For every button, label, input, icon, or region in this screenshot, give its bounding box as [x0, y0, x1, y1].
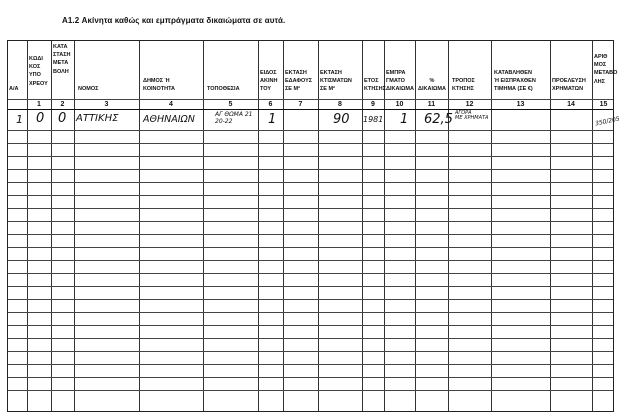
header-ektasi-edafous: ΕΚΤΑΣΗ ΕΔΑΦΟΥΣ ΣΕ M²	[285, 70, 313, 93]
row-rule	[8, 169, 613, 170]
row1-nomos: ΑΤΤΙΚΗΣ	[76, 113, 119, 124]
column-number: 12	[465, 101, 474, 108]
header-dimos: ΔΗΜΟΣ Ή ΚΟΙΝΟΤΗΤΑ	[143, 78, 176, 93]
row-rule	[8, 156, 613, 157]
row-rule	[8, 143, 613, 144]
row-rule	[8, 377, 613, 378]
header-ektasi-ktismaton: ΕΚΤΑΣΗ ΚΤΙΣΜΑΤΩΝ ΣΕ M²	[320, 70, 352, 93]
row1-empragmato: 1	[400, 112, 409, 127]
header-etos: ΕΤΟΣ ΚΤΗΣΗΣ	[364, 78, 386, 93]
header-aa: Α/Α	[9, 86, 19, 92]
row-rule	[8, 364, 613, 365]
row-rule	[8, 182, 613, 183]
column-divider	[27, 41, 28, 411]
row-rule	[8, 273, 613, 274]
header-proeleusi: ΠΡΟΕΛΕΥΣΗ ΧΡΗΜΑΤΩΝ	[552, 78, 586, 93]
column-divider	[51, 41, 52, 411]
column-number: 11	[427, 101, 436, 108]
header-pososto: % ΔΙΚΑΙΩΜΑ	[418, 78, 446, 93]
column-divider	[203, 41, 204, 411]
row1-tropos: ΑΓΟΡΑ ΜΕ ΧΡΗΜΑΤΑ	[455, 110, 489, 121]
row1-metavoli: 350/205	[594, 115, 621, 128]
row1-etos: 1981	[363, 115, 384, 124]
header-tropos: ΤΡΟΠΟΣ ΚΤΗΣΗΣ	[452, 78, 475, 93]
column-number: 14	[567, 101, 575, 108]
header-status: ΚΑΤΑ ΣΤΑΣΗ ΜΕΤΑ ΒΟΛΗ	[53, 44, 71, 75]
header-topothesia: ΤΟΠΟΘΕΣΙΑ	[207, 86, 240, 92]
header-timima: ΚΑΤΑΒΛΗΘΕΝ Ή ΕΙΣΠΡΑΧΘΕΝ ΤΙΜΗΜΑ (ΣΕ €)	[494, 70, 536, 93]
row1-dimos: ΑΘΗΝΑΙΩΝ	[143, 114, 195, 125]
column-number: 8	[338, 101, 342, 108]
column-divider	[384, 41, 385, 411]
column-number: 7	[298, 101, 303, 108]
column-divider	[139, 41, 140, 411]
column-number: 4	[169, 101, 173, 108]
row-rule	[8, 390, 613, 391]
column-number: 2	[60, 101, 65, 108]
column-divider	[74, 41, 75, 411]
row-rule	[8, 234, 613, 235]
row-rule	[8, 221, 613, 222]
row-rule	[8, 286, 613, 287]
column-number: 9	[371, 101, 375, 108]
header-metavoli: ΑΡΙΘ ΜΟΣ ΜΕΤΑΒΟ ΛΗΣ	[594, 54, 618, 85]
column-number: 6	[268, 101, 273, 108]
row-rule	[8, 208, 613, 209]
row-rule	[8, 325, 613, 326]
row-rule	[8, 195, 613, 196]
section-title: A1.2 Ακίνητα καθώς και εμπράγματα δικαιώματα σε αυτά.	[62, 16, 286, 25]
column-divider	[258, 41, 259, 411]
row1-aa: 1	[16, 113, 23, 126]
column-number: 13	[516, 101, 525, 108]
column-divider	[448, 41, 449, 411]
row1-code: 0	[36, 111, 45, 126]
column-divider	[592, 41, 593, 411]
row-rule	[8, 130, 613, 131]
row-rule	[8, 351, 613, 352]
header-nomos: ΝΟΜΟΣ	[78, 86, 99, 92]
row-rule	[8, 338, 613, 339]
header-rule	[8, 109, 613, 110]
column-divider	[318, 41, 319, 411]
column-divider	[491, 41, 492, 411]
column-divider	[283, 41, 284, 411]
row-rule	[8, 247, 613, 248]
column-divider	[415, 41, 416, 411]
header-code: ΚΩΔΙ ΚΟΣ ΥΠΟ ΧΡΕΟΥ	[29, 56, 48, 87]
declaration-table	[7, 40, 621, 412]
row1-ktismata: 90	[333, 112, 350, 127]
column-number: 15	[599, 101, 608, 108]
column-number: 10	[395, 101, 404, 108]
column-number: 5	[228, 101, 233, 108]
row-rule	[8, 260, 613, 261]
row1-topothesia: ΑΓ ΘΩΜΑ 21 20-22	[215, 111, 253, 125]
row-rule	[8, 299, 613, 300]
header-empragmato: ΕΜΠΡΑ ΓΜΑΤΟ ΔΙΚΑΙΩΜΑ	[386, 70, 414, 93]
row1-eidos: 1	[268, 112, 277, 127]
column-divider	[362, 41, 363, 411]
row1-pososto: 62,5	[424, 112, 453, 127]
row1-status: 0	[58, 111, 67, 126]
header-rule	[8, 99, 613, 100]
column-number: 3	[104, 101, 109, 108]
column-divider	[550, 41, 551, 411]
column-number: 1	[37, 101, 41, 108]
row-rule	[8, 312, 613, 313]
header-eidos: ΕΙΔΟΣ ΑΚΙΝΗ ΤΟΥ	[260, 70, 278, 93]
